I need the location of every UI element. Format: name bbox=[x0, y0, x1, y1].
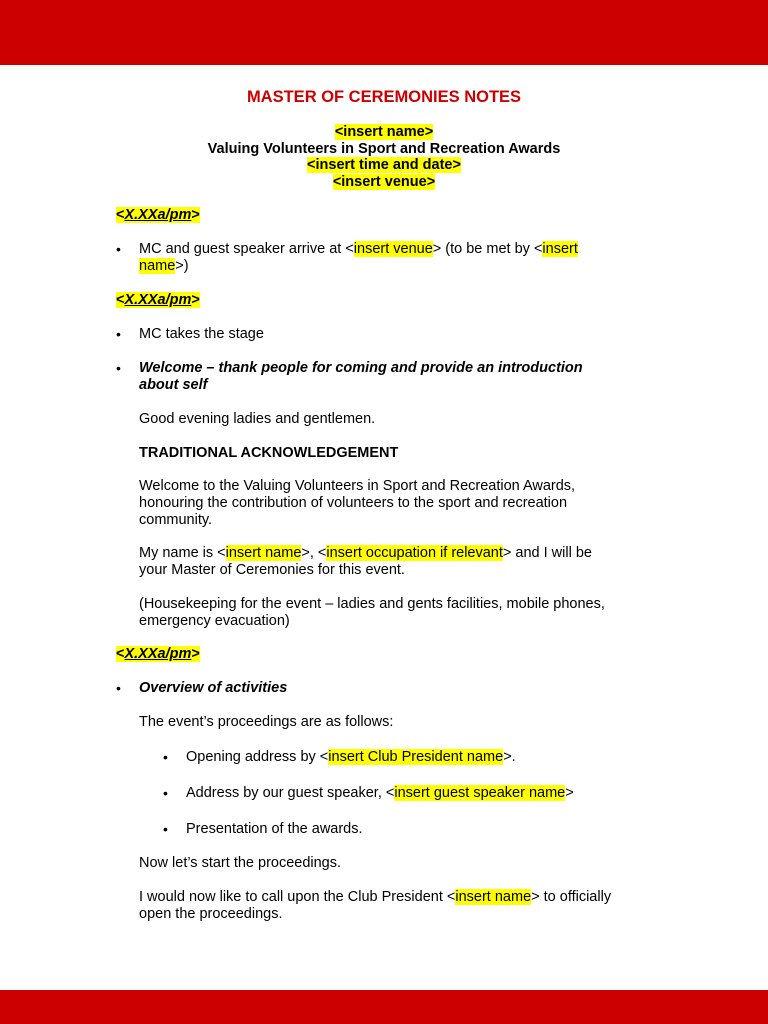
arrival-line-1: MC and guest speaker arrive at <insert venue> (to be met by <insert bbox=[139, 241, 578, 257]
welcome-heading-2: about self bbox=[139, 377, 208, 393]
overview-item-2: Address by our guest speaker, <insert guest speaker name> bbox=[186, 785, 574, 801]
arrival-line-2: name>) bbox=[139, 258, 189, 274]
document-page bbox=[0, 65, 768, 990]
welcome-para-line-2: honouring the contribution of volunteers to the sport and recreation bbox=[139, 495, 568, 511]
welcome-para-line-1: Welcome to the Valuing Volunteers in Sport and Recreation Awards, bbox=[139, 478, 576, 494]
time-marker-3: <X.XXa/pm> bbox=[116, 646, 200, 662]
housekeeping-line-1: (Housekeeping for the event – ladies and gents facilities, mobile phones, bbox=[139, 596, 605, 612]
bullet-glyph: • bbox=[163, 821, 168, 837]
time-marker-1: <X.XXa/pm> bbox=[116, 207, 200, 223]
greeting-text: Good evening ladies and gentlemen. bbox=[139, 411, 376, 427]
overview-heading: Overview of activities bbox=[139, 680, 288, 696]
header-venue-line bbox=[0, 174, 768, 191]
overview-item-1: Opening address by <insert Club President name>. bbox=[186, 749, 516, 765]
bullet-glyph: • bbox=[116, 680, 121, 696]
overview-item-3: Presentation of the awards. bbox=[186, 821, 363, 837]
welcome-para-line-3: community. bbox=[139, 512, 213, 528]
my-name-line-2: your Master of Ceremonies for this event. bbox=[139, 562, 405, 578]
my-name-line-1: My name is <insert name>, <insert occupation if relevant> and I will be bbox=[139, 545, 592, 561]
welcome-heading-1: Welcome – thank people for coming and provide an introduction bbox=[139, 360, 583, 376]
housekeeping-line-2: emergency evacuation) bbox=[139, 613, 290, 629]
bullet-glyph: • bbox=[116, 360, 121, 376]
header-time-date-line bbox=[0, 157, 768, 174]
bullet-glyph: • bbox=[116, 326, 121, 342]
top-red-band bbox=[0, 0, 768, 65]
acknowledgement-heading: TRADITIONAL ACKNOWLEDGEMENT bbox=[139, 445, 399, 461]
name-placeholder: <insert name> bbox=[334, 124, 434, 140]
bullet-glyph: • bbox=[116, 241, 121, 257]
venue-placeholder: <insert venue> bbox=[332, 174, 436, 190]
bottom-red-band bbox=[0, 990, 768, 1024]
bullet-glyph: • bbox=[163, 785, 168, 801]
start-proceedings: Now let’s start the proceedings. bbox=[139, 855, 342, 871]
document-title: MASTER OF CEREMONIES NOTES bbox=[246, 88, 522, 106]
time-marker-2: <X.XXa/pm> bbox=[116, 292, 200, 308]
mc-stage-text: MC takes the stage bbox=[139, 326, 264, 342]
overview-intro: The event’s proceedings are as follows: bbox=[139, 714, 394, 730]
time-date-placeholder: <insert time and date> bbox=[307, 157, 461, 173]
call-president-line-1: I would now like to call upon the Club President <insert name> to officially bbox=[139, 889, 612, 905]
event-name: Valuing Volunteers in Sport and Recreation Awards bbox=[207, 141, 561, 157]
header-name-line bbox=[0, 124, 768, 141]
call-president-line-2: open the proceedings. bbox=[139, 906, 283, 922]
bullet-glyph: • bbox=[163, 749, 168, 765]
